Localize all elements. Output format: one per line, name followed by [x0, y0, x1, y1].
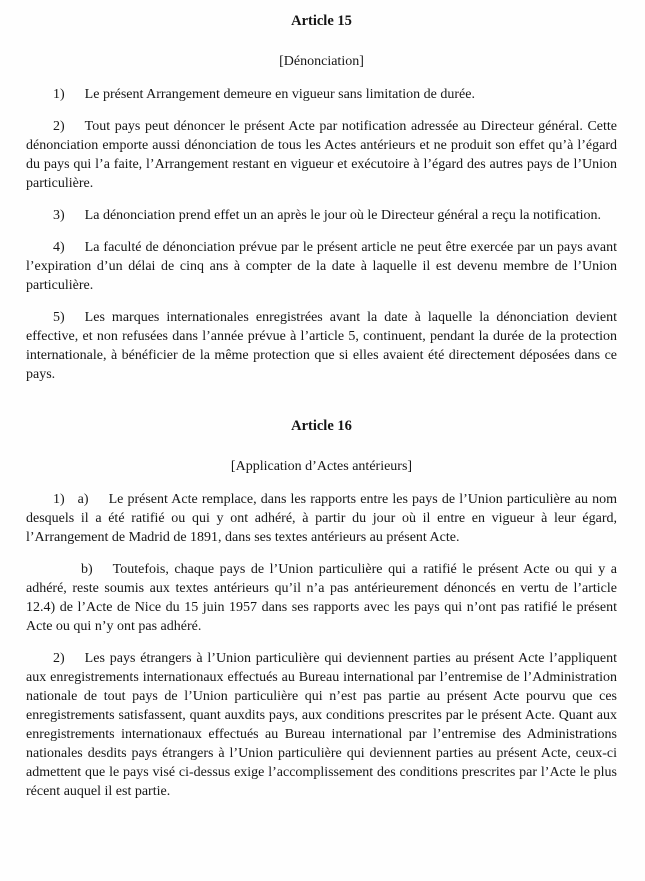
article-16-paragraph-1a	[26, 490, 617, 547]
article-16	[26, 417, 617, 801]
article-15-paragraph-4	[26, 238, 617, 295]
article-16-paragraph-1b	[26, 560, 617, 636]
article-15	[26, 12, 617, 384]
paragraph-text: Les marques internationales enregistrées avant la date à laquelle la dénonciation devient effective, et non refusées dans l’année prévue à l’article 5, continuent, pendant la durée de la protection internationale, à bénéficier de la même protection que si elles avaient été directement déposées dans ce pays.	[26, 310, 617, 382]
paragraph-text: La faculté de dénonciation prévue par le présent article ne peut être exercée par un pays avant l’expiration d’un délai de cinq ans à compter de la date à laquelle il est devenu membre de l’Union particulière.	[26, 240, 617, 293]
paragraph-number: 4)	[53, 240, 65, 255]
paragraph-subletter: a)	[77, 492, 89, 507]
paragraph-text: La dénonciation prend effet un an après le jour où le Directeur général a reçu la notification.	[84, 208, 602, 223]
article-16-subtitle: [Application d’Actes antérieurs]	[230, 459, 413, 474]
paragraph-number: 1)	[53, 87, 65, 102]
article-15-paragraph-2	[26, 117, 617, 193]
paragraph-text: Tout pays peut dénoncer le présent Acte par notification adressée au Directeur général. Cette dénonciation emporte aussi dénonciation de tous les Actes antérieurs et ne produit son effet qu’à l’égard du pays qui l’a faite, l’Arrangement restant en vigueur et exécutoire à l’égard des autres pays de l’Union particulière.	[26, 119, 617, 191]
article-15-paragraph-3	[26, 206, 617, 225]
paragraph-number: 2)	[53, 651, 65, 666]
paragraph-number: 3)	[53, 208, 65, 223]
article-15-paragraph-5	[26, 308, 617, 384]
article-15-title: Article 15	[291, 13, 352, 29]
paragraph-text: Toutefois, chaque pays de l’Union particulière qui a ratifié le présent Acte ou qui y a adhéré, reste soumis aux textes antérieurs qu’il n’a pas antérieurement dénoncés en vertu de l’article 12.4) de l’Acte de Nice du 15 juin 1957 dans ses rapports avec les pays qui n’ont pas ratifié le présent Acte ou qui n’y ont pas adhéré.	[26, 562, 617, 634]
paragraph-text: Le présent Acte remplace, dans les rapports entre les pays de l’Union particulière au nom desquels il a été ratifié ou qui y ont adhéré, à partir du jour où il entre en vigueur à leur égard, l’Arrangement de Madrid de 1891, dans ses textes antérieurs au présent Acte.	[26, 492, 617, 545]
paragraph-text: Le présent Arrangement demeure en vigueur sans limitation de durée.	[84, 87, 475, 102]
article-16-title: Article 16	[291, 418, 352, 434]
paragraph-number: 5)	[53, 310, 65, 325]
paragraph-subletter: b)	[81, 562, 93, 577]
article-15-subtitle: [Dénonciation]	[279, 54, 364, 69]
article-16-paragraph-2	[26, 649, 617, 801]
paragraph-number: 2)	[53, 119, 65, 134]
paragraph-number: 1)	[53, 492, 65, 507]
paragraph-text: Les pays étrangers à l’Union particulière qui deviennent parties au présent Acte l’appliquent aux enregistrements internationaux effectués au Bureau international par l’entremise de l’Administration nationale de tout pays de l’Union particulière qui n’est pas partie au présent Acte pourvu que ces enregistrements satisfassent, quant auxdits pays, aux conditions prescrites par le présent Acte. Quant aux enregistrements internationaux effectués au Bureau international par l’entremise des Administrations nationales desdits pays étrangers à l’Union particulière qui deviennent parties au présent Acte, ceux-ci admettent que le pays visé ci-dessus exige l’accomplissement des conditions prescrites par l’Acte le plus récent auquel il est partie.	[26, 651, 617, 799]
article-15-paragraph-1	[26, 85, 617, 104]
